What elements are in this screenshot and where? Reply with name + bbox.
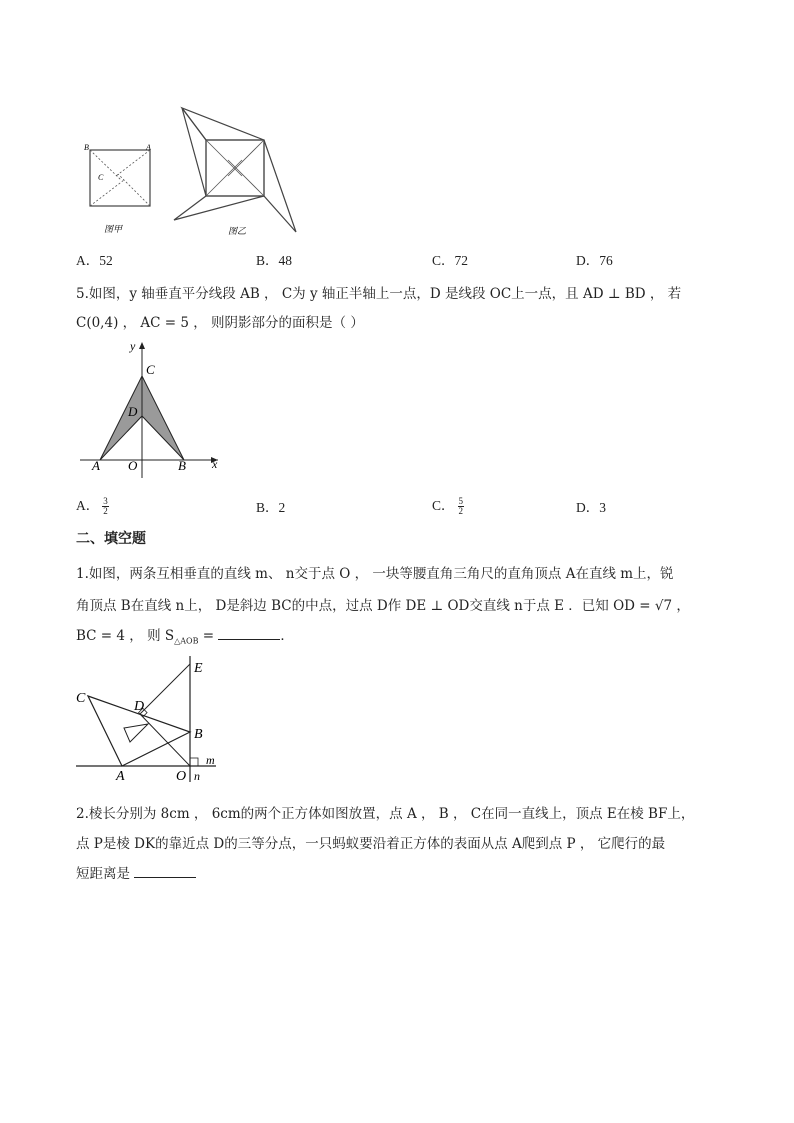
fig-label-B: B — [194, 727, 203, 742]
fig-label-A: A — [146, 143, 151, 152]
fig-label-O: O — [176, 769, 187, 784]
answer-blank[interactable] — [218, 627, 280, 640]
fig-label-O: O — [128, 458, 138, 473]
q5-text-line1: 5.如图，y 轴垂直平分线段 AB ， C为 y 轴正半轴上一点，D 是线段 OC上一点，且 AD ⊥ BD ， 若 — [76, 286, 682, 302]
q5-option-a: A． $\frac{3}{2}$ — [76, 496, 108, 517]
answer-blank-2[interactable] — [134, 865, 196, 878]
q5-option-c: C． $\frac{5}{2}$ — [432, 496, 464, 517]
fig-label-C: C — [146, 362, 155, 377]
fig-label-B: B — [84, 143, 89, 152]
caption-right: 图乙 — [228, 226, 247, 236]
fig-label-C: C — [76, 691, 86, 706]
fig-label-C: C — [98, 173, 104, 182]
q5-figure — [76, 338, 226, 480]
fig-label-B: B — [178, 458, 186, 473]
section-title: 二、填空题 — [76, 531, 146, 547]
fig-label-E: E — [194, 661, 203, 676]
fill2-text-line1: 2.棱长分别为 8cm ， 6cm的两个正方体如图放置，点 A ， B ， C在同一直线上，顶点 E在棱 BF上， — [76, 806, 695, 822]
fill1-text-line2: 角顶点 B在直线 n上， D是斜边 BC的中点，过点 D作 DE ⊥ OD交直线 n于点 E ．已知 OD = √7 ， — [76, 598, 690, 614]
q5-text-line2: C(0,4) ， AC = 5 ， 则阴影部分的面积是（ ） — [76, 315, 364, 331]
fig-label-D: D — [134, 699, 145, 714]
fill1-text-line3: BC = 4 ， 则 $S_{\triangle AOB}$ = ． — [76, 628, 294, 646]
fill2-text-line2: 点 P是棱 DK的靠近点 D的三等分点，一只蚂蚁要沿着正方体的表面从点 A爬到点 P ， 它爬行的最 — [76, 836, 666, 852]
q4-option-d: D．76 — [576, 253, 613, 268]
q5-option-b: B．2 — [256, 500, 286, 515]
fig-label-x: x — [212, 457, 218, 471]
q4-option-a: A．52 — [76, 253, 113, 268]
fill1-figure — [76, 654, 226, 786]
q4-option-c: C．72 — [432, 253, 469, 268]
fig-label-y: y — [130, 339, 136, 353]
fill2-text-line3: 短距离是 — [76, 862, 196, 882]
fig-label-A: A — [116, 769, 125, 784]
caption-left: 图甲 — [104, 224, 123, 234]
fig-label-n: n — [194, 769, 200, 783]
fig-label-m: m — [206, 753, 215, 767]
fill1-text-line1: 1.如图，两条互相垂直的直线 m、 n交于点 O ， 一块等腰直角三角尺的直角顶点 A在直线 m上，锐 — [76, 566, 674, 582]
q4-option-b: B．48 — [256, 253, 293, 268]
fig-label-A: A — [92, 458, 100, 473]
fig-label-D: D — [128, 404, 138, 419]
q4-figure — [76, 104, 300, 240]
q5-option-d: D．3 — [576, 500, 606, 515]
